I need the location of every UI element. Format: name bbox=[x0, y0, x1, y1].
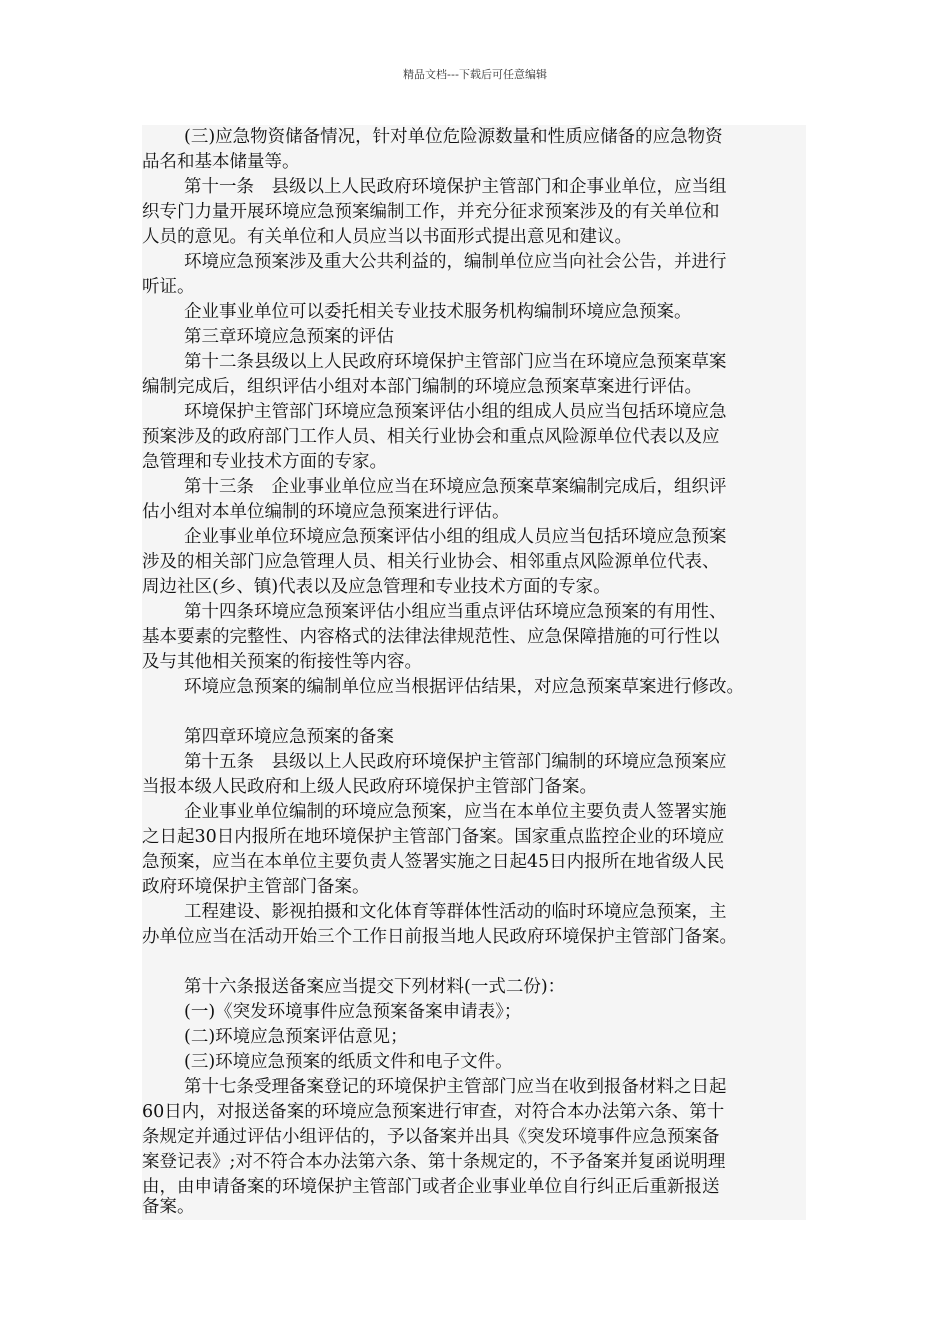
text-line: 政府环境保护主管部门备案。 bbox=[142, 877, 370, 897]
text-line: 环境应急预案的编制单位应当根据评估结果，对应急预案草案进行修改。 bbox=[184, 677, 744, 697]
text-line: 基本要素的完整性、内容格式的法律法律规范性、应急保障措施的可行性以 bbox=[142, 627, 720, 647]
text-line: 第十五条 县级以上人民政府环境保护主管部门编制的环境应急预案应 bbox=[184, 752, 727, 772]
text-line: 涉及的相关部门应急管理人员、相关行业协会、相邻重点风险源单位代表、 bbox=[142, 552, 720, 572]
text-line: 听证。 bbox=[142, 277, 195, 297]
text-line: 周边社区(乡、镇)代表以及应急管理和专业技术方面的专家。 bbox=[142, 577, 611, 597]
text-line: 由，由申请备案的环境保护主管部门或者企业事业单位自行纠正后重新报送 bbox=[142, 1177, 720, 1197]
text-line: 办单位应当在活动开始三个工作日前报当地人民政府环境保护主管部门备案。 bbox=[142, 927, 737, 947]
document-body bbox=[142, 125, 806, 1220]
text-line: 条规定并通过评估小组评估的，予以备案并出具《突发环境事件应急预案备 bbox=[142, 1127, 720, 1147]
list-item: (三)环境应急预案的纸质文件和电子文件。 bbox=[184, 1052, 513, 1072]
text-line: (三)应急物资储备情况，针对单位危险源数量和性质应储备的应急物资 bbox=[184, 127, 723, 147]
list-item: (二)环境应急预案评估意见； bbox=[184, 1027, 408, 1047]
text-line: 第十一条 县级以上人民政府环境保护主管部门和企事业单位，应当组 bbox=[184, 177, 727, 197]
text-line: 案登记表》;对不符合本办法第六条、第十条规定的，不予备案并复函说明理 bbox=[142, 1152, 726, 1172]
text-line: 品名和基本储量等。 bbox=[142, 152, 300, 172]
text-line: 第十二条县级以上人民政府环境保护主管部门应当在环境应急预案草案 bbox=[184, 352, 727, 372]
text-line: 工程建设、影视拍摄和文化体育等群体性活动的临时环境应急预案，主 bbox=[184, 902, 727, 922]
text-line: 预案涉及的政府部门工作人员、相关行业协会和重点风险源单位代表以及应 bbox=[142, 427, 720, 447]
text-line: 之日起30日内报所在地环境保护主管部门备案。国家重点监控企业的环境应 bbox=[142, 827, 725, 847]
text-line: 估小组对本单位编制的环境应急预案进行评估。 bbox=[142, 502, 510, 522]
text-line: 急预案，应当在本单位主要负责人签署实施之日起45日内报所在地省级人民 bbox=[142, 852, 725, 872]
text-line: 第十六条报送备案应当提交下列材料(一式二份)： bbox=[184, 977, 566, 997]
text-line: 第十七条受理备案登记的环境保护主管部门应当在收到报备材料之日起 bbox=[184, 1077, 727, 1097]
text-line: 及与其他相关预案的衔接性等内容。 bbox=[142, 652, 422, 672]
text-line: 织专门力量开展环境应急预案编制工作，并充分征求预案涉及的有关单位和 bbox=[142, 202, 720, 222]
text-line: 60日内，对报送备案的环境应急预案进行审查，对符合本办法第六条、第十 bbox=[142, 1102, 725, 1122]
text-line: 当报本级人民政府和上级人民政府环境保护主管部门备案。 bbox=[142, 777, 597, 797]
text-line: 第十三条 企业事业单位应当在环境应急预案草案编制完成后，组织评 bbox=[184, 477, 727, 497]
text-line: 企业事业单位可以委托相关专业技术服务机构编制环境应急预案。 bbox=[184, 302, 692, 322]
text-line: 第十四条环境应急预案评估小组应当重点评估环境应急预案的有用性、 bbox=[184, 602, 727, 622]
text-line: 急管理和专业技术方面的专家。 bbox=[142, 452, 387, 472]
chapter-heading: 第四章环境应急预案的备案 bbox=[184, 727, 394, 747]
text-line: 备案。 bbox=[142, 1197, 195, 1217]
page-header: 精品文档---下载后可任意编辑 bbox=[403, 68, 547, 81]
text-line: 企业事业单位编制的环境应急预案，应当在本单位主要负责人签署实施 bbox=[184, 802, 727, 822]
text-line: 人员的意见。有关单位和人员应当以书面形式提出意见和建议。 bbox=[142, 227, 632, 247]
chapter-heading: 第三章环境应急预案的评估 bbox=[184, 327, 394, 347]
text-line: 企业事业单位环境应急预案评估小组的组成人员应当包括环境应急预案 bbox=[184, 527, 727, 547]
text-line: 环境应急预案涉及重大公共利益的，编制单位应当向社会公告，并进行 bbox=[184, 252, 727, 272]
text-line: 环境保护主管部门环境应急预案评估小组的组成人员应当包括环境应急 bbox=[184, 402, 727, 422]
text-line: 编制完成后，组织评估小组对本部门编制的环境应急预案草案进行评估。 bbox=[142, 377, 702, 397]
list-item: (一)《突发环境事件应急预案备案申请表》； bbox=[184, 1002, 522, 1022]
